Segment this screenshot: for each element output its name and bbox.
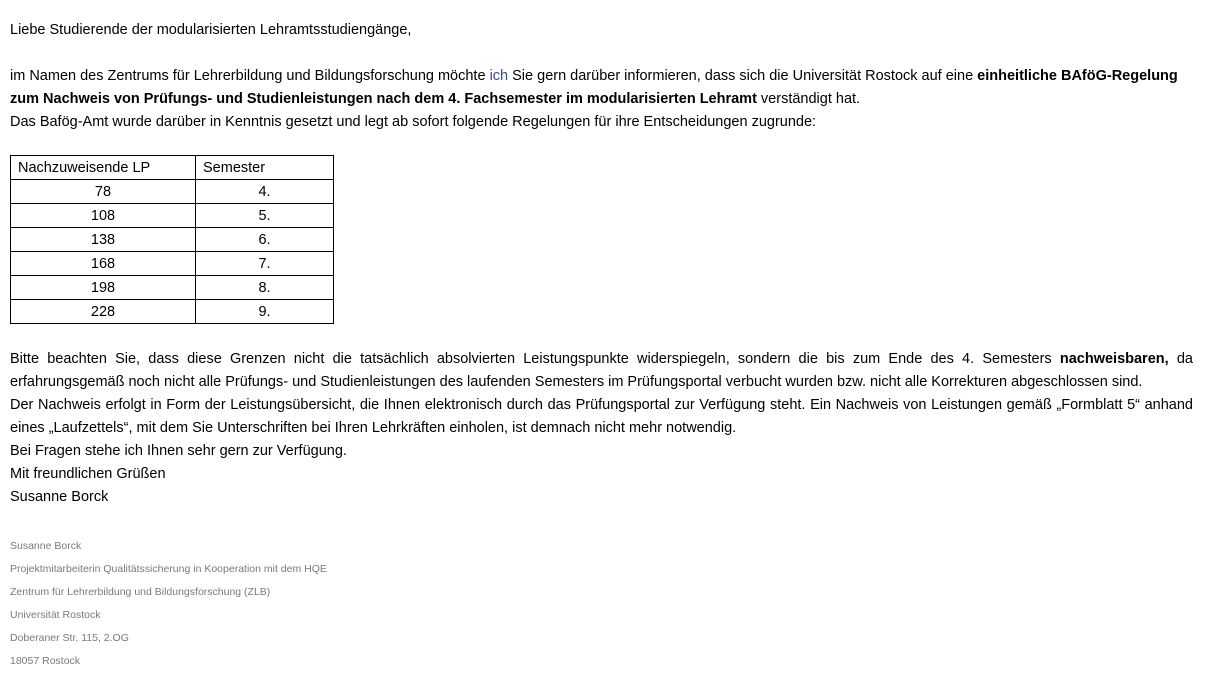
table-cell-semester: 6. [196, 228, 334, 252]
signature-institute: Zentrum für Lehrerbildung und Bildungsforschung (ZLB) [10, 586, 271, 598]
intro-text-1: im Namen des Zentrums für Lehrerbildung und Bildungsforschung möchte [10, 68, 490, 84]
intro-text-2: Sie gern darüber informieren, dass sich die Universität Rostock auf eine [508, 68, 978, 84]
table-row [11, 276, 334, 300]
table-cell-semester: 7. [196, 252, 334, 276]
table-cell-lp: 228 [11, 300, 196, 324]
table-row [11, 252, 334, 276]
table-row [11, 204, 334, 228]
table-header-semester: Semester [196, 156, 334, 180]
signature-city: 18057 Rostock [10, 655, 81, 667]
table-cell-lp: 78 [11, 180, 196, 204]
intro-highlight: ich [489, 68, 509, 84]
signature-name: Susanne Borck [10, 540, 82, 552]
sender-name: Susanne Borck [10, 489, 109, 505]
credit-points-table [10, 155, 334, 324]
table-row [11, 180, 334, 204]
table-cell-lp: 198 [11, 276, 196, 300]
signature-street: Doberaner Str. 115, 2.OG [10, 632, 129, 644]
table-cell-semester: 8. [196, 276, 334, 300]
intro-bold: einheitliche BAföG-Regelung zum Nachweis von Prüfungs- und Studienleistungen nach dem 4. Fachsemester im modularisierten Lehramt [10, 68, 1178, 107]
body-paragraph-2: Der Nachweis erfolgt in Form der Leistungsübersicht, die Ihnen elektronisch durch das Prüfungsportal zur Verfügung steht. Ein Nachweis von Leistungen gemäß „Formblatt 5“ anhand eines „Laufzettels“, mit dem Sie Unterschriften bei Ihren Lehrkräften einholen, ist demnach nicht mehr notwendig. [10, 397, 1193, 436]
table-header-lp: Nachzuweisende LP [11, 156, 196, 180]
body-text [10, 348, 1193, 509]
table-cell-lp: 168 [11, 252, 196, 276]
table-cell-semester: 4. [196, 180, 334, 204]
intro-paragraph [10, 65, 1193, 134]
signature-role: Projektmitarbeiterin Qualitätssicherung in Kooperation mit dem HQE [10, 563, 327, 575]
table-row [11, 228, 334, 252]
table-header-row [11, 156, 334, 180]
table-cell-semester: 5. [196, 204, 334, 228]
signature-university: Universität Rostock [10, 609, 101, 621]
table-cell-lp: 108 [11, 204, 196, 228]
email-signature [10, 535, 327, 673]
body-p1-text-2: da erfahrungsgemäß noch nicht alle Prüfungs- und Studienleistungen des laufenden Semesters im Prüfungsportal verbucht wurden bzw. nicht alle Korrekturen abgeschlossen sind. [10, 351, 1193, 390]
table-cell-semester: 9. [196, 300, 334, 324]
intro-text-3: verständigt hat. [756, 91, 861, 107]
closing: Mit freundlichen Grüßen [10, 466, 166, 482]
body-p1-text-1: Bitte beachten Sie, dass diese Grenzen nicht die tatsächlich absolvierten Leistungspunkte widerspiegeln, sondern die bis zum Ende des 4. Semesters [10, 351, 1060, 367]
table-row [11, 300, 334, 324]
intro-line-2: Das Bafög-Amt wurde darüber in Kenntnis gesetzt und legt ab sofort folgende Regelungen für ihre Entscheidungen zugrunde: [10, 114, 817, 130]
greeting: Liebe Studierende der modularisierten Lehramtsstudiengänge, [10, 22, 412, 38]
body-paragraph-1 [10, 348, 1193, 394]
table-cell-lp: 138 [11, 228, 196, 252]
body-paragraph-3: Bei Fragen stehe ich Ihnen sehr gern zur Verfügung. [10, 443, 347, 459]
body-p1-bold: nachweisbaren, [1059, 351, 1169, 367]
